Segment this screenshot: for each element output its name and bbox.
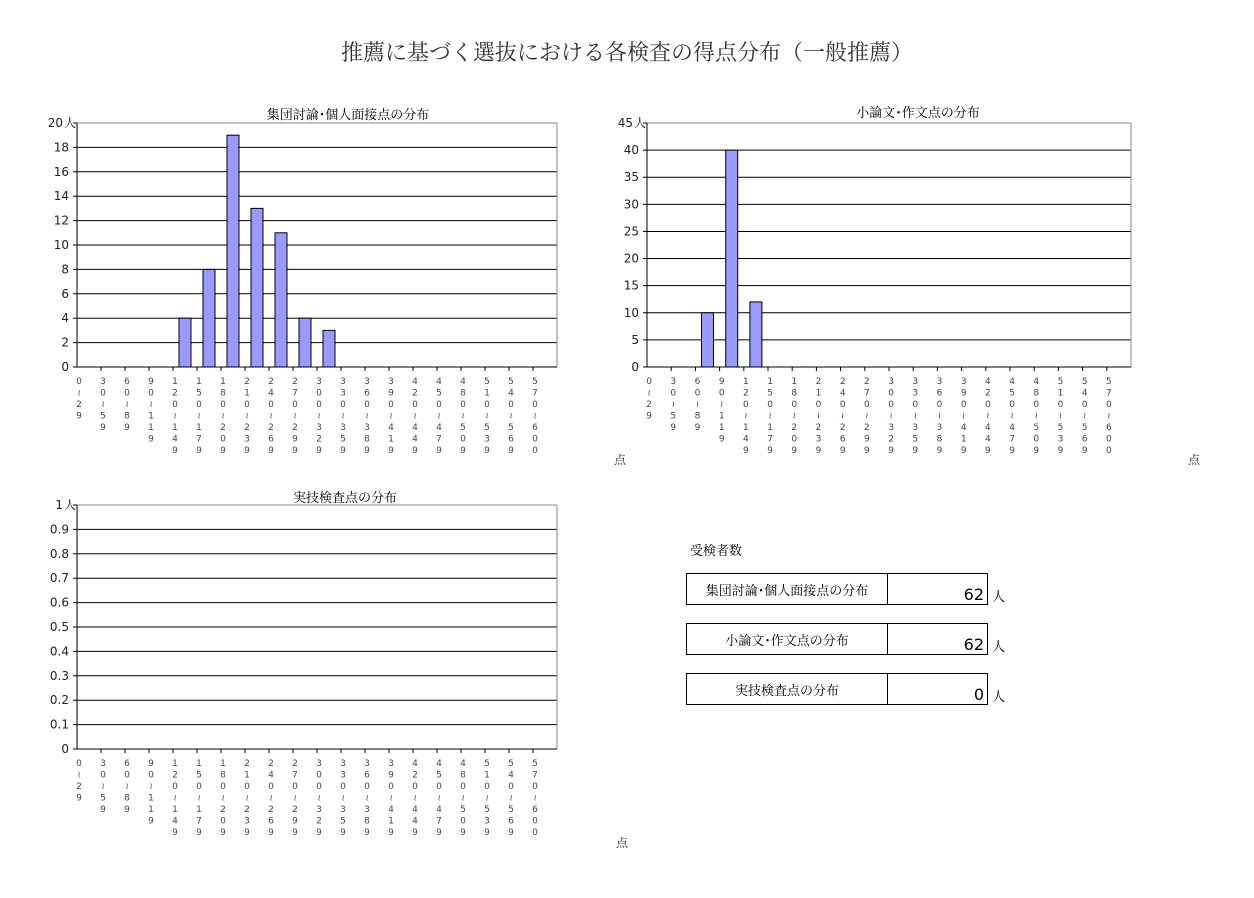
x-tick-label: 0 ≀ 2 9 [76,377,82,422]
x-tick-label: 3 0 ≀ 5 9 [100,759,106,815]
x-tick-label: 9 0 ≀ 1 1 9 [148,377,154,445]
x-unit-label: 点 [615,836,629,850]
x-tick-label: 1 8 0 ≀ 2 0 9 [220,759,226,838]
x-tick-label: 4 2 0 ≀ 4 4 9 [412,377,418,456]
y-tick-label: 14 [53,189,69,204]
y-tick-label: 0.6 [49,595,69,610]
count-row [686,623,1005,655]
y-tick-label: 0.1 [49,717,69,732]
count-row-unit: 人 [992,690,1006,705]
y-tick-label: 12 [53,213,69,228]
y-tick-label: 20 [623,251,639,266]
y-tick-label: 0 [631,360,639,374]
y-tick-label: 15 [623,278,639,293]
y-tick-label: 4 [61,311,69,326]
x-tick-label: 3 0 0 ≀ 3 2 9 [316,377,322,456]
x-unit-label: 点 [613,453,627,467]
x-tick-label: 2 1 0 ≀ 2 3 9 [815,377,822,456]
bar [702,313,714,367]
y-tick-label: 16 [53,164,69,179]
x-tick-label: 4 8 0 ≀ 5 0 9 [1033,377,1040,456]
x-tick-label: 5 7 0 ≀ 6 0 0 [532,759,538,838]
chart-title: 集団討論･個人面接点の分布 [266,108,430,123]
bar [299,318,311,367]
x-tick-label: 1 2 0 ≀ 1 4 9 [743,377,749,456]
y-tick-label: 20 [47,116,63,130]
x-tick-label: 5 4 0 ≀ 5 6 9 [508,377,514,456]
y-tick-label: 25 [623,224,639,239]
y-tick-label: 0.5 [49,620,69,634]
x-tick-label: 1 5 0 ≀ 1 7 9 [767,377,773,456]
bar [251,208,263,367]
chart-title: 小論文･作文点の分布 [856,106,980,121]
y-tick-label: 10 [53,238,69,252]
y-tick-label: 0 [61,742,69,756]
y-tick-label: 8 [61,262,69,277]
x-tick-label: 4 2 0 ≀ 4 4 9 [412,759,418,838]
x-tick-label: 5 1 0 ≀ 5 3 9 [1057,377,1064,456]
y-tick-label: 0.3 [49,668,69,683]
y-unit-label: 人 [634,116,647,130]
x-tick-label: 2 1 0 ≀ 2 3 9 [244,377,250,456]
x-tick-label: 4 5 0 ≀ 4 7 9 [436,377,442,456]
x-tick-label: 5 1 0 ≀ 5 3 9 [484,759,490,838]
bar [227,135,239,367]
y-tick-label: 6 [61,286,69,301]
y-tick-label: 0.9 [49,522,69,537]
bar [179,318,191,367]
count-row-value: 62 [888,623,988,655]
y-tick-label: 45 [617,116,633,130]
y-tick-label: 0 [61,360,69,374]
counts-heading: 受検者数 [690,544,743,559]
y-tick-label: 40 [623,143,639,158]
x-tick-label: 4 8 0 ≀ 5 0 9 [460,759,466,838]
y-unit-label: 人 [64,116,77,130]
x-tick-label: 3 3 0 ≀ 3 5 9 [340,759,346,838]
y-tick-label: 30 [623,197,639,212]
bar [750,302,762,367]
count-row-value: 0 [888,673,988,705]
x-tick-label: 4 8 0 ≀ 5 0 9 [460,377,466,456]
count-row [686,573,1005,605]
x-unit-label: 点 [1187,453,1201,467]
y-tick-label: 0.7 [49,571,69,586]
x-tick-label: 5 7 0 ≀ 6 0 0 [532,377,538,456]
x-tick-label: 5 7 0 ≀ 6 0 0 [1106,377,1112,456]
x-tick-label: 3 9 0 ≀ 4 1 9 [960,377,967,456]
x-tick-label: 6 0 ≀ 8 9 [124,377,130,433]
y-tick-label: 0.2 [49,693,69,708]
y-tick-label: 18 [53,140,69,155]
y-tick-label: 0.4 [49,644,69,659]
x-tick-label: 2 4 0 ≀ 2 6 9 [268,759,274,838]
count-row-value: 62 [888,573,988,605]
y-unit-label: 人 [64,498,77,512]
count-row [686,673,1005,705]
y-tick-label: 0.8 [49,546,69,561]
count-row-label: 小論文･作文点の分布 [686,623,888,655]
x-tick-label: 2 7 0 ≀ 2 9 9 [292,377,298,456]
x-tick-label: 2 4 0 ≀ 2 6 9 [268,377,274,456]
x-tick-label: 3 9 0 ≀ 4 1 9 [388,377,394,456]
x-tick-label: 2 4 0 ≀ 2 6 9 [839,377,846,456]
x-tick-label: 2 7 0 ≀ 2 9 9 [864,377,870,456]
x-tick-label: 3 0 ≀ 5 9 [670,377,677,433]
chart-title: 実技検査点の分布 [292,491,398,506]
x-tick-label: 3 3 0 ≀ 3 5 9 [340,377,346,456]
x-tick-label: 1 8 0 ≀ 2 0 9 [791,377,798,456]
x-tick-label: 1 2 0 ≀ 1 4 9 [172,759,178,838]
bar [726,150,738,367]
count-row-label: 集団討論･個人面接点の分布 [686,573,888,605]
count-row-unit: 人 [992,640,1006,655]
x-tick-label: 3 6 0 ≀ 3 8 9 [364,759,370,838]
x-tick-label: 1 5 0 ≀ 1 7 9 [196,759,202,838]
x-tick-label: 5 1 0 ≀ 5 3 9 [484,377,490,456]
page-title: 推薦に基づく選抜における各検査の得点分布（一般推薦） [340,41,913,66]
x-tick-label: 5 4 0 ≀ 5 6 9 [508,759,514,838]
count-row-label: 実技検査点の分布 [686,673,888,705]
y-tick-label: 2 [61,335,69,350]
y-tick-label: 35 [623,170,639,185]
x-tick-label: 3 6 0 ≀ 3 8 9 [364,377,370,456]
x-tick-label: 1 5 0 ≀ 1 7 9 [196,377,202,456]
x-tick-label: 6 0 ≀ 8 9 [694,377,701,433]
x-tick-label: 9 0 ≀ 1 1 9 [148,759,154,827]
bar [323,330,335,367]
x-tick-label: 3 3 0 ≀ 3 5 9 [912,377,919,456]
y-tick-label: 10 [623,305,639,320]
x-tick-label: 1 8 0 ≀ 2 0 9 [220,377,226,456]
x-tick-label: 3 0 0 ≀ 3 2 9 [888,377,894,456]
y-tick-label: 5 [631,332,639,347]
x-tick-label: 6 0 ≀ 8 9 [124,759,130,815]
x-tick-label: 3 0 0 ≀ 3 2 9 [316,759,322,838]
x-tick-label: 2 1 0 ≀ 2 3 9 [244,759,250,838]
x-tick-label: 1 2 0 ≀ 1 4 9 [172,377,178,456]
x-tick-label: 0 ≀ 2 9 [646,377,652,422]
x-tick-label: 4 5 0 ≀ 4 7 9 [1009,377,1015,456]
x-tick-label: 3 9 0 ≀ 4 1 9 [388,759,394,838]
bar [203,269,215,367]
x-tick-label: 0 ≀ 2 9 [76,759,82,804]
x-tick-label: 4 2 0 ≀ 4 4 9 [985,377,991,456]
y-tick-label: 1 [55,498,63,512]
x-tick-label: 4 5 0 ≀ 4 7 9 [436,759,442,838]
x-tick-label: 5 4 0 ≀ 5 6 9 [1081,377,1088,456]
bar [275,233,287,367]
x-tick-label: 3 0 ≀ 5 9 [100,377,106,433]
x-tick-label: 2 7 0 ≀ 2 9 9 [292,759,298,838]
count-row-unit: 人 [992,590,1006,605]
x-tick-label: 3 6 0 ≀ 3 8 9 [936,377,943,456]
x-tick-label: 9 0 ≀ 1 1 9 [718,377,725,445]
